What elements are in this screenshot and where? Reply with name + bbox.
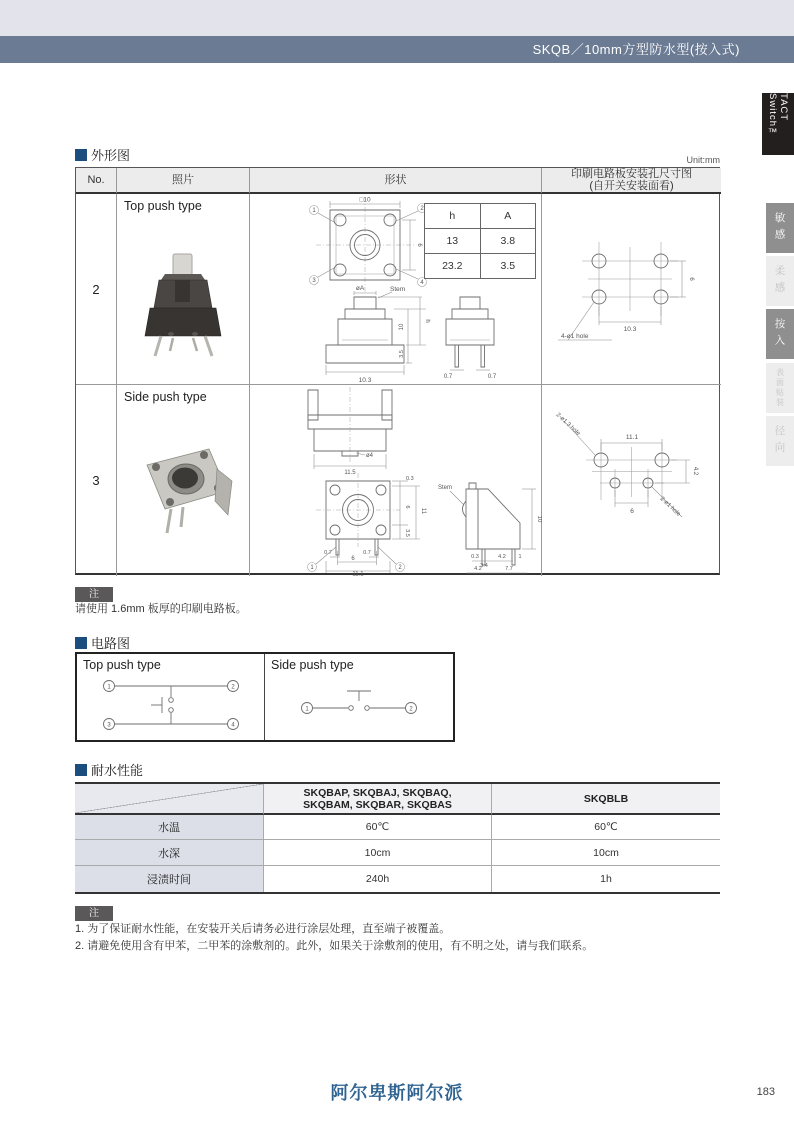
outline-note-badge <box>75 584 113 602</box>
row3-shape-cell <box>250 385 542 576</box>
row3-shape-drawing <box>250 385 542 576</box>
circuit-side-push <box>265 654 453 740</box>
svg-text:4: 4 <box>420 280 424 287</box>
svg-text:4: 4 <box>231 722 235 729</box>
svg-text:0.7: 0.7 <box>363 550 371 556</box>
row2-pcb-cell <box>542 194 721 385</box>
tab-radial[interactable] <box>766 416 794 466</box>
water-table <box>75 782 720 894</box>
circuit-top-push-diagram <box>81 672 261 738</box>
svg-text:11.1: 11.1 <box>352 571 364 576</box>
water-header-group1 <box>264 784 492 815</box>
svg-text:4.2: 4.2 <box>498 554 506 560</box>
circuit-side-push-diagram <box>269 676 449 736</box>
svg-text:0.7: 0.7 <box>443 374 453 380</box>
svg-text:10.3: 10.3 <box>358 377 372 384</box>
svg-text:□10: □10 <box>359 196 371 204</box>
bottom-note-1: 1. 为了保证耐水性能，在安装开关后请务必进行涂层处理，直至端子被覆盖。 <box>75 923 451 935</box>
svg-text:3.5: 3.5 <box>404 529 410 537</box>
row2-ha-table <box>424 203 536 279</box>
svg-text:Stem: Stem <box>438 485 453 491</box>
water-row-label: 浸渍时间 <box>75 866 264 892</box>
tab-push-in[interactable] <box>766 309 794 359</box>
water-cell: 60℃ <box>264 815 492 840</box>
svg-text:4.2: 4.2 <box>474 566 482 572</box>
svg-text:2-ø1 hole: 2-ø1 hole <box>658 496 682 518</box>
svg-text:2: 2 <box>420 206 424 213</box>
svg-text:11.1: 11.1 <box>625 434 639 441</box>
row3-type-label: Side push type <box>124 390 207 404</box>
svg-text:3: 3 <box>107 722 111 729</box>
page-title: SKQB／10mm方型防水型(按入式) <box>532 42 740 57</box>
row3-no: 3 <box>76 385 117 576</box>
tab-push-in-label: 按入 <box>773 317 786 351</box>
tab-sensitive[interactable] <box>766 203 794 253</box>
outline-note-text: 请使用 1.6mm 板厚的印刷电路板。 <box>75 603 247 615</box>
circuit-section-title-text: 电路图 <box>91 636 131 651</box>
svg-text:2: 2 <box>409 706 413 713</box>
outline-section-title-text: 外形图 <box>91 148 131 163</box>
svg-text:11: 11 <box>420 507 426 515</box>
col-header-shape: 形状 <box>250 168 542 194</box>
svg-text:4-ø1 hole: 4-ø1 hole <box>561 333 589 340</box>
svg-text:10.3: 10.3 <box>623 326 637 333</box>
water-cell: 60℃ <box>492 815 720 840</box>
row2-type-label: Top push type <box>124 199 202 213</box>
unit-label: Unit:mm <box>686 155 720 165</box>
page-top-strip <box>0 0 794 36</box>
svg-text:2: 2 <box>231 684 235 691</box>
outline-section-title <box>75 145 130 164</box>
note-badge-label: 注 <box>75 587 113 602</box>
row3-pcb-drawing <box>542 385 721 576</box>
circuit-top-push-label: Top push type <box>83 658 161 672</box>
section-square-icon <box>75 764 87 776</box>
water-section-title <box>75 760 143 779</box>
circuit-section-title <box>75 633 130 652</box>
side-push-photo <box>129 437 241 543</box>
note-badge-label: 注 <box>75 906 113 921</box>
row3-pcb-cell <box>542 385 721 576</box>
row3-photo-cell <box>117 385 250 576</box>
circuit-top-push <box>77 654 265 740</box>
water-cell: 10cm <box>492 840 720 866</box>
svg-text:11.5: 11.5 <box>344 470 356 476</box>
ha-cell: 13 <box>425 229 481 254</box>
tab-smd[interactable] <box>766 363 794 413</box>
section-square-icon <box>75 637 87 649</box>
tab-soft-label: 柔感 <box>773 264 786 298</box>
col-header-pcb-line1: 印刷电路板安装孔尺寸图 <box>571 168 692 180</box>
svg-text:7.7: 7.7 <box>505 566 513 572</box>
water-header-group1-line1: SKQBAP, SKQBAJ, SKQBAQ, <box>303 786 452 799</box>
tab-tact-switch-label: TACT Switch™ <box>767 93 789 139</box>
svg-text:6: 6 <box>630 508 634 515</box>
svg-text:6: 6 <box>416 243 422 247</box>
svg-text:3: 3 <box>312 278 316 285</box>
svg-text:3.5: 3.5 <box>399 350 405 358</box>
tab-sensitive-label: 敏感 <box>773 211 786 245</box>
svg-text:0.7: 0.7 <box>324 550 332 556</box>
tab-tact-switch[interactable] <box>762 93 794 155</box>
svg-text:1: 1 <box>312 208 316 215</box>
water-header-diagonal <box>75 784 264 815</box>
ha-cell: 3.8 <box>480 229 535 254</box>
svg-text:4.2: 4.2 <box>692 466 698 476</box>
row2-photo-cell <box>117 194 250 385</box>
col-header-pcb-line2: (自开关安装面看) <box>589 180 674 192</box>
water-section-title-text: 耐水性能 <box>91 763 144 778</box>
svg-text:ø4: ø4 <box>366 453 374 459</box>
svg-text:0.7: 0.7 <box>487 374 497 380</box>
svg-text:2-ø1.3 hole: 2-ø1.3 hole <box>554 412 581 438</box>
ha-header-h: h <box>425 204 481 229</box>
circuit-side-push-label: Side push type <box>271 658 354 672</box>
svg-text:6: 6 <box>351 556 355 562</box>
svg-text:3.4: 3.4 <box>480 563 488 569</box>
circuit-box <box>75 652 455 742</box>
water-cell: 1h <box>492 866 720 892</box>
svg-text:1: 1 <box>305 706 309 713</box>
row2-shape-cell <box>250 194 542 385</box>
water-header-group1-line2: SKQBAM, SKQBAR, SKQBAS <box>303 798 452 811</box>
svg-text:0.3: 0.3 <box>471 554 479 560</box>
water-cell: 240h <box>264 866 492 892</box>
svg-text:1: 1 <box>107 684 111 691</box>
ha-cell: 3.5 <box>480 254 535 279</box>
water-row-label: 水深 <box>75 840 264 866</box>
svg-text:10: 10 <box>536 515 542 523</box>
section-square-icon <box>75 149 87 161</box>
svg-text:Stem: Stem <box>390 286 406 293</box>
col-header-pcb <box>542 168 721 194</box>
ha-header-a: A <box>480 204 535 229</box>
svg-text:1: 1 <box>518 554 522 560</box>
svg-text:øA: øA <box>355 285 365 292</box>
svg-text:10: 10 <box>399 323 405 331</box>
tab-smd-label: 表面贴装 <box>775 368 785 408</box>
water-cell: 10cm <box>264 840 492 866</box>
water-row-label: 水温 <box>75 815 264 840</box>
col-header-no: No. <box>76 168 117 194</box>
tab-soft[interactable] <box>766 256 794 306</box>
top-push-photo <box>135 244 231 370</box>
svg-text:h: h <box>424 319 430 323</box>
page-number: 183 <box>756 1086 775 1098</box>
footer-brand: 阿尔卑斯阿尔派 <box>330 1083 464 1103</box>
svg-text:6: 6 <box>688 277 694 281</box>
ha-cell: 23.2 <box>425 254 481 279</box>
svg-text:2: 2 <box>398 565 402 572</box>
bottom-note-badge <box>75 903 113 921</box>
water-header-group2: SKQBLB <box>492 784 720 815</box>
svg-text:1: 1 <box>310 565 314 572</box>
outline-table <box>75 167 720 575</box>
row2-pcb-drawing <box>542 194 721 385</box>
bottom-note-2: 2. 请避免使用含有甲苯，二甲苯的涂敷剂的。此外，如果关于涂敷剂的使用，有不明之处，请与我们联系。 <box>75 940 594 952</box>
svg-text:6: 6 <box>404 505 410 509</box>
row2-no: 2 <box>76 194 117 385</box>
header-bar <box>0 36 794 63</box>
col-header-photo: 照片 <box>117 168 250 194</box>
tab-radial-label: 径向 <box>773 424 786 458</box>
svg-text:0.3: 0.3 <box>406 476 414 482</box>
